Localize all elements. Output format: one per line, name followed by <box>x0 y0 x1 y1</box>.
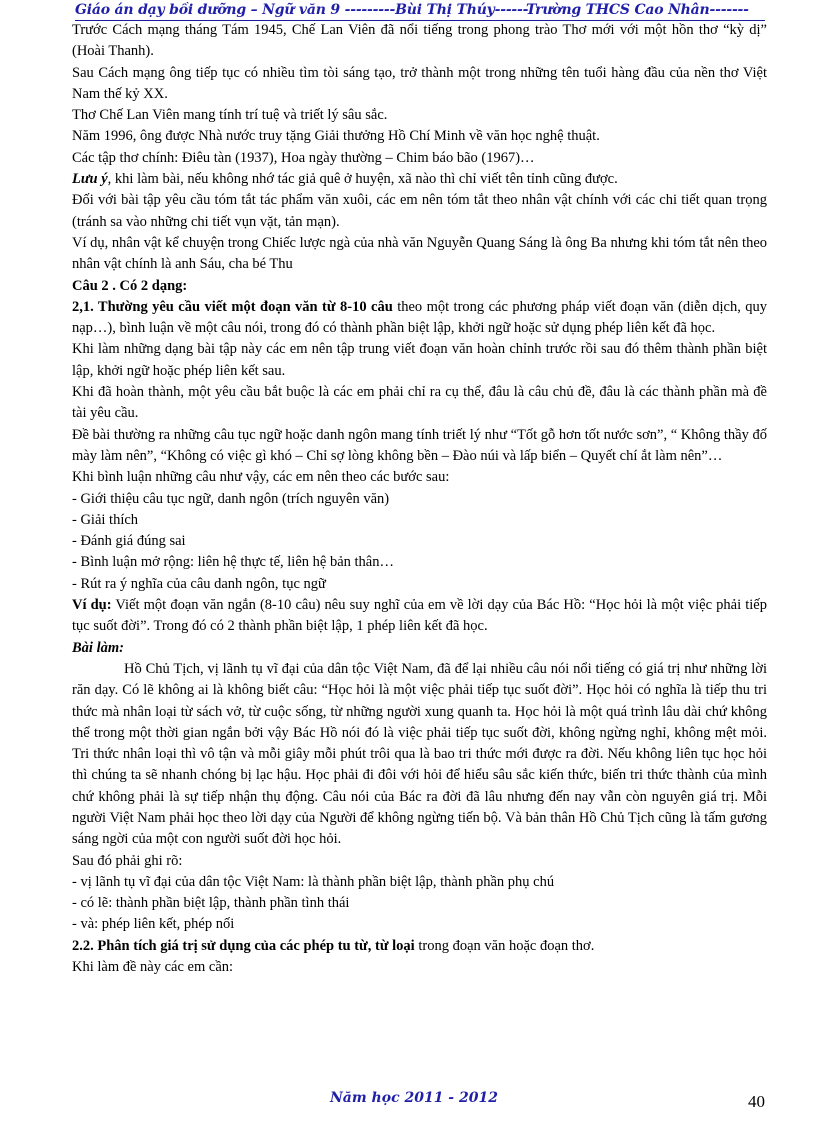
paragraph: Năm 1996, ông được Nhà nước truy tặng Giải thưởng Hồ Chí Minh về văn học nghệ thuật. <box>72 128 600 145</box>
footer-year: Năm học 2011 - 2012 <box>330 1090 498 1106</box>
paragraph: Đối với bài tập yêu cầu tóm tắt tác phẩm văn xuôi, các em nên tóm tắt theo nhân vật chính với các chi tiết quan trọng (tránh sa vào những chi tiết vụn vặt, tản mạn). <box>72 192 767 230</box>
list-item: - Giới thiệu câu tục ngữ, danh ngôn (trích nguyên văn) <box>72 490 390 507</box>
paragraph: Các tập thơ chính: Điêu tàn (1937), Hoa ngày thường – Chim báo bão (1967)… <box>72 149 535 166</box>
example-label: Ví dụ: <box>72 597 112 614</box>
list-item: - Đánh giá đúng sai <box>72 533 186 550</box>
paragraph: Khi đã hoàn thành, một yêu cầu bắt buộc là các em phải chỉ ra cụ thể, đâu là câu chủ đề, đâu là các thành phần mà đề tài yêu cầu. <box>72 384 767 422</box>
subsection-paragraph <box>72 936 767 957</box>
paragraph: Sau Cách mạng ông tiếp tục có nhiều tìm tòi sáng tạo, trở thành một trong những tên tuổi hàng đầu của nền thơ Việt Nam thế kỷ XX. <box>72 64 767 102</box>
note-label: Lưu ý <box>72 171 108 188</box>
list-item: - Giải thích <box>72 511 139 528</box>
paragraph: Khi làm đề này các em cần: <box>72 959 234 976</box>
paragraph: Thơ Chế Lan Viên mang tính trí tuệ và triết lý sâu sắc. <box>72 107 388 124</box>
subsection-text: trong đoạn văn hoặc đoạn thơ. <box>414 937 595 954</box>
paragraph: Khi làm những dạng bài tập này các em nên tập trung viết đoạn văn hoàn chỉnh trước rồi sau đó thêm thành phần biệt lập, khởi ngữ hoặc phép liên kết sau. <box>72 341 767 379</box>
example-paragraph <box>72 595 767 638</box>
answer-heading: Bài làm: <box>72 639 124 656</box>
list-item: - Bình luận mở rộng: liên hệ thực tế, liên hệ bản thân… <box>72 554 394 571</box>
answer-paragraph: Hồ Chủ Tịch, vị lãnh tụ vĩ đại của dân tộc Việt Nam, đã để lại nhiều câu nói nổi tiếng có giá trị như những lời răn dạy. Có lẽ không ai là không biết câu: “Học hỏi là một việc phải tiếp tục suốt đời”. Học hỏi có nghĩa là tiếp thu tri thức mà nhân loại từ sách vở, từ cuộc sống, từ những người xung quanh ta. Học hỏi là một quá trình lâu dài chứ không thể trong một thời gian ngắn bởi vậy Bác Hồ nói đó là việc phải tiếp tục suốt đời, không ngừng nghỉ, không mệt mỏi. Tri thức nhân loại thì vô tận và mỗi giây mỗi phút trôi qua là bao tri thức mới được ra đời. Nếu không liên tục học hỏi thì chúng ta sẽ nhanh chóng bị lạc hậu. Học phải đi đôi với hỏi để hiểu sâu sắc kiến thức, biến tri thức thành của mình chứ không phải là sự tiếp nhận thụ động. Câu nói của Bác ra đời đã lâu nhưng đến nay vẫn còn nguyên giá trị. Mỗi người Việt Nam phải học theo lời dạy của Người để không ngừng tiến bộ. Và bản thân Hồ Chủ Tịch cũng là tấm gương sáng ngời của một con người suốt đời học hỏi. <box>72 660 767 848</box>
document-body <box>72 20 767 978</box>
paragraph: Khi bình luận những câu như vậy, các em nên theo các bước sau: <box>72 469 450 486</box>
paragraph: Sau đó phải ghi rõ: <box>72 852 183 869</box>
list-item: - Rút ra ý nghĩa của câu danh ngôn, tục ngữ <box>72 575 326 592</box>
subsection-text: theo một trong các phương pháp viết đoạn văn (diễn dịch, quy nạp…), bình luận về một câu nói, trong đó có thành phần biệt lập, khởi ngữ hoặc sử dụng phép liên kết đã học. <box>72 298 767 337</box>
subsection-heading: 2.2. Phân tích giá trị sử dụng của các phép tu từ, từ loại <box>72 937 415 954</box>
page-header: Giáo án dạy bồi dưỡng – Ngữ văn 9 ---------Bùi Thị Thúy------Trường THCS Cao Nhân------- <box>75 2 765 21</box>
list-item: - có lẽ: thành phần biệt lập, thành phần tình thái <box>72 895 350 912</box>
page-number: 40 <box>748 1092 765 1111</box>
example-text: Viết một đoạn văn ngắn (8-10 câu) nêu suy nghĩ của em về lời dạy của Bác Hồ: “Học hỏi là một việc phải tiếp tục suốt đời”. Trong đó có 2 thành phần biệt lập, 1 phép liên kết đã học. <box>72 597 767 635</box>
list-item: - và: phép liên kết, phép nối <box>72 916 235 933</box>
paragraph: Đề bài thường ra những câu tục ngữ hoặc danh ngôn mang tính triết lý như “Tốt gỗ hơn tốt nước sơn”, “ Không thầy đố mày làm nên”, “Không có việc gì khó – Chỉ sợ lòng không bền – Đào núi và lấp biển – Quyết chí ắt làm nên”… <box>72 426 767 464</box>
subsection-heading: 2,1. Thường yêu cầu viết một đoạn văn từ 8-10 câu <box>72 298 393 315</box>
paragraph: Ví dụ, nhân vật kể chuyện trong Chiếc lược ngà của nhà văn Nguyễn Quang Sáng là ông Ba nhưng khi tóm tắt nên theo nhân vật chính là anh Sáu, cha bé Thu <box>72 234 767 273</box>
paragraph: Trước Cách mạng tháng Tám 1945, Chế Lan Viên đã nổi tiếng trong phong trào Thơ mới với một hồn thơ “kỳ dị” (Hoài Thanh). <box>72 22 767 60</box>
section-heading: Câu 2 . Có 2 dạng: <box>72 277 188 294</box>
list-item: - vị lãnh tụ vĩ đại của dân tộc Việt Nam: là thành phần biệt lập, thành phần phụ chú <box>72 873 555 890</box>
subsection-paragraph <box>72 297 767 340</box>
note-text: , khi làm bài, nếu không nhớ tác giả quê ở huyện, xã nào thì chỉ viết tên tỉnh cũng được. <box>107 171 618 188</box>
note-paragraph <box>72 169 767 190</box>
